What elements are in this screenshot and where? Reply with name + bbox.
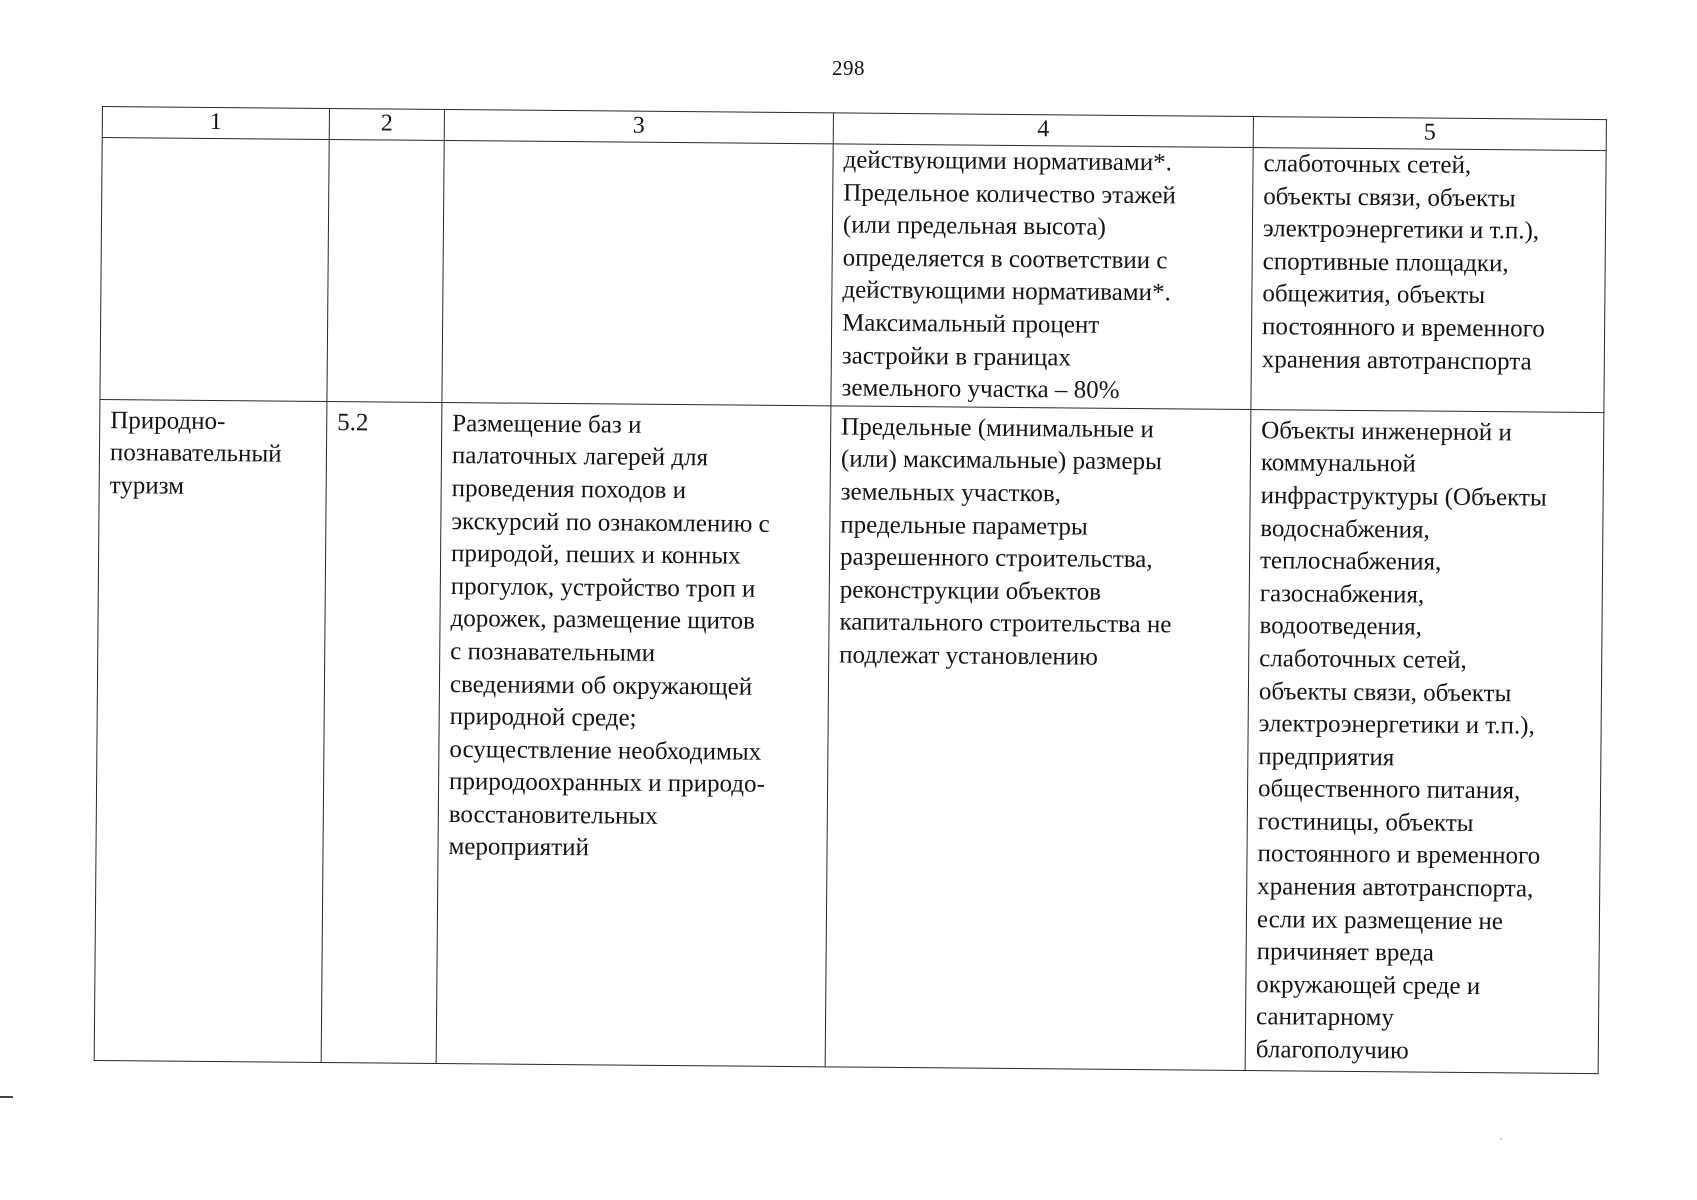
column-header-5: 5: [1253, 117, 1606, 151]
column-header-1: 1: [102, 107, 329, 140]
table-row: [94, 399, 1604, 1073]
table-row: [100, 138, 1606, 413]
cell-text: Природно- познавательный туризм: [109, 406, 282, 500]
column-header-4: 4: [833, 113, 1253, 148]
table-cell: [327, 139, 444, 402]
cell-text: [113, 138, 319, 140]
scan-artifact: [1500, 1138, 1502, 1140]
table-cell: [831, 144, 1253, 409]
table-cell: [436, 402, 831, 1066]
cell-text: 5.2: [337, 408, 369, 437]
table-cell: [94, 399, 327, 1062]
cell-text: Предельные (минимальные и (или) максимальные) размеры земельных участков, предельные параметры разрешенного строительства, реконструкции объектов капитального строительства не подлежат установлению: [839, 413, 1172, 671]
cell-text: Объекты инженерной и коммунальной инфраструктуры (Объекты водоснабжения, теплоснабжения, газоснабжения, водоотведения, слаботочных сетей, объекты связи, объекты электроэнергетики и т.п.), предприятия общественного питания, гостиницы, объекты постоянного и временного хранения автотранспорта, если их размещение не причиняет вреда окружающей среде и санитарному благополучию: [1255, 416, 1547, 1065]
cell-text: [340, 140, 434, 141]
table-cell: [442, 140, 833, 405]
margin-mark: [0, 1096, 13, 1098]
cell-text: слаботочных сетей, объекты связи, объекты электроэнергетики и т.п.), спортивные площадки, общежития, объекты постоянного и временного хранения автотранспорта: [1261, 150, 1545, 376]
table-cell: [100, 138, 329, 402]
column-header-2: 2: [329, 108, 444, 140]
table-cell: [1251, 148, 1606, 413]
table-cell: [1245, 409, 1604, 1073]
table-cell: [321, 401, 442, 1063]
table-cell: [825, 406, 1251, 1071]
cell-text: Размещение баз и палаточных лагерей для проведения походов и экскурсий по ознакомлению с природой, пеших и конных прогулок, устройство троп и дорожек, размещение щитов с познавательными сведениями об окружающей природной среде; осуществление необходимых природоохранных и природо- восстановительных мероприятий: [448, 409, 770, 862]
page-number: 298: [832, 56, 865, 80]
zoning-table: [94, 106, 1607, 1074]
cell-text: действующими нормативами*. Предельное количество этажей (или предельная высота) определяется в соответствии с действующими нормативами*. Максимальный процент застройки в границах земельного участка – 80%: [841, 146, 1177, 405]
column-header-3: 3: [444, 109, 833, 143]
